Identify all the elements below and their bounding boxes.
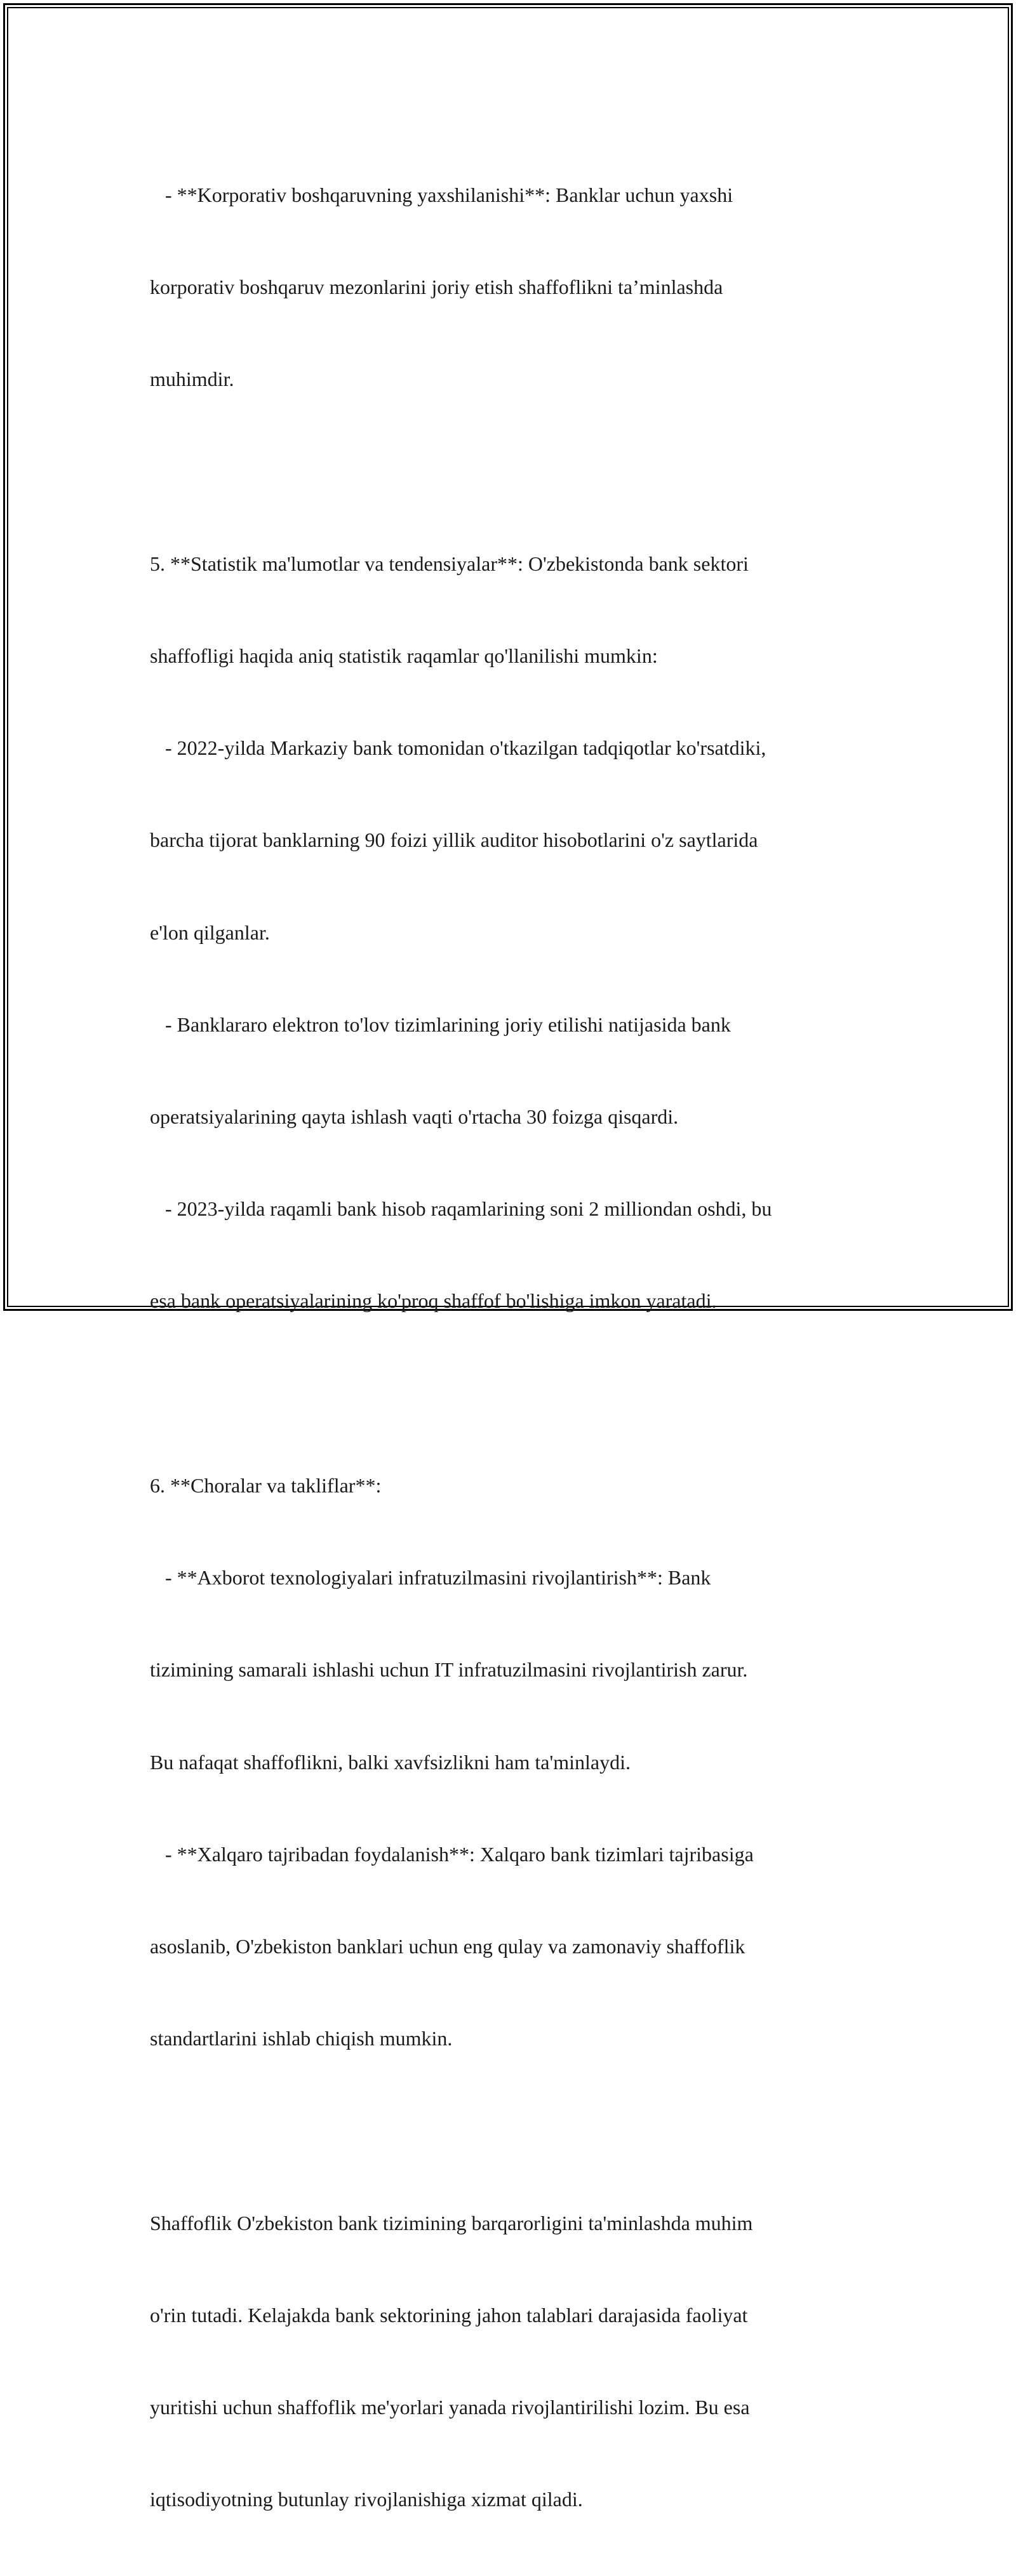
text-line: - **Xalqaro tajribadan foydalanish**: Xalqaro bank tizimlari tajribasiga: [150, 1842, 754, 1866]
paragraph-statistics: [150, 487, 899, 1378]
paragraph-spacer: [150, 456, 899, 486]
text-line: Bu nafaqat shaffoflikni, balki xavfsizlikni ham ta'minlaydi.: [150, 1750, 631, 1774]
paragraph-conclusion: [150, 2146, 899, 2576]
document-body: [150, 118, 899, 2576]
text-line: esa bank operatsiyalarining ko'proq shaffof bo'lishiga imkon yaratadi.: [150, 1289, 717, 1313]
paragraph-corporate-governance: [150, 118, 899, 456]
paragraph-spacer: [150, 2115, 899, 2146]
text-line: - Banklararo elektron to'lov tizimlarining joriy etilishi natijasida bank: [150, 1012, 731, 1036]
text-line: operatsiyalarining qayta ishlash vaqti o'rtacha 30 foizga qisqardi.: [150, 1105, 679, 1128]
paragraph-spacer: [150, 1378, 899, 1409]
text-line: - 2023-yilda raqamli bank hisob raqamlarining soni 2 milliondan oshdi, bu: [150, 1197, 772, 1221]
paragraph-measures: [150, 1409, 899, 2115]
text-line: 5. **Statistik ma'lumotlar va tendensiyalar**: O'zbekistonda bank sektori: [150, 552, 749, 575]
text-line: - 2022-yilda Markaziy bank tomonidan o'tkazilgan tadqiqotlar ko'rsatdiki,: [150, 736, 766, 760]
text-line: muhimdir.: [150, 368, 234, 391]
text-line: - **Korporativ boshqaruvning yaxshilanishi**: Banklar uchun yaxshi: [150, 183, 733, 206]
text-line: e'lon qilganlar.: [150, 920, 270, 944]
text-line: barcha tijorat banklarning 90 foizi yillik auditor hisobotlarini o'z saytlarida: [150, 828, 758, 852]
text-line: o'rin tutadi. Kelajakda bank sektorining jahon talablari darajasida faoliyat: [150, 2303, 748, 2327]
text-line: standartlarini ishlab chiqish mumkin.: [150, 2027, 453, 2050]
text-line: Shaffoflik O'zbekiston bank tizimining barqarorligini ta'minlashda muhim: [150, 2211, 753, 2234]
text-line: korporativ boshqaruv mezonlarini joriy etish shaffoflikni ta’minlashda: [150, 276, 723, 299]
text-line: iqtisodiyotning butunlay rivojlanishiga xizmat qiladi.: [150, 2488, 583, 2511]
text-line: 6. **Choralar va takliflar**:: [150, 1473, 382, 1497]
text-line: - **Axborot texnologiyalari infratuzilmasini rivojlantirish**: Bank: [150, 1566, 711, 1590]
text-line: shaffofligi haqida aniq statistik raqamlar qo'llanilishi mumkin:: [150, 644, 658, 667]
text-line: tizimining samarali ishlashi uchun IT infratuzilmasini rivojlantirish zarur.: [150, 1658, 748, 1682]
text-line: asoslanib, O'zbekiston banklari uchun eng qulay va zamonaviy shaffoflik: [150, 1934, 745, 1958]
text-line: yuritishi uchun shaffoflik me'yorlari yanada rivojlantirilishi lozim. Bu esa: [150, 2396, 750, 2419]
